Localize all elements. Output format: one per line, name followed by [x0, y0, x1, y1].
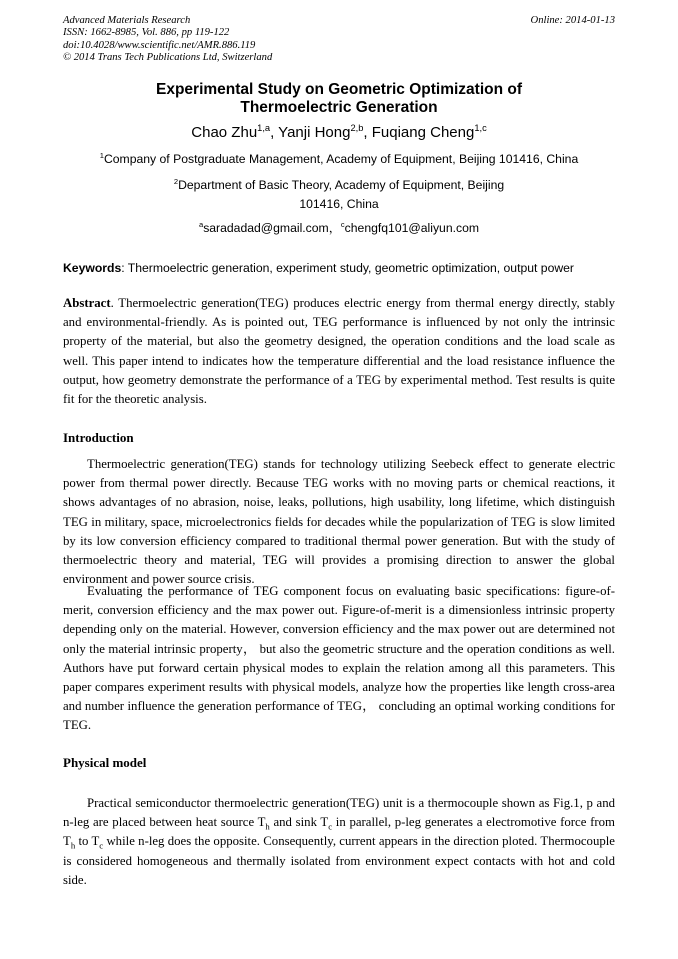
journal-name: Advanced Materials Research	[63, 15, 191, 26]
author-affiliation-mark: 2,b	[350, 123, 364, 133]
physical-model-paragraph-1	[63, 794, 615, 890]
introduction-paragraph-1: Thermoelectric generation(TEG) stands for technology utilizing Seebeck effect to generate electric power from thermal power directly. Because TEG works with no moving parts or chemical reactions, it shows advantages of no abrasion, noise, leaks, pollutions, high usability, long lifetime, which distinguish TEG in military, space, microelectronics fields for decades while the popularization of TEG is slow limited by its low conversion efficiency compared to traditional thermal power generation. But with the study of thermoelectric theory and material, TEG will provides a promising direction to answer the global environment and power source crisis.	[63, 457, 615, 587]
pm-text-d: to T	[75, 834, 100, 849]
pm-text-a: Practical semiconductor thermoelectric generation(TEG) unit is a thermocouple shown as Fig.1, p and n-leg are placed between heat source T	[63, 796, 615, 830]
title-line-1: Experimental Study on Geometric Optimization of	[155, 81, 523, 98]
online-date: Online: 2014-01-13	[530, 15, 615, 26]
pm-text-e: while n-leg does the opposite. Consequently, current appears in the direction ploted. Thermocouple is considered homogeneous and thermally isolated from environment expect contacts with hot and cold side.	[63, 834, 615, 887]
subscript-c: c	[328, 821, 333, 832]
introduction-heading: Introduction	[63, 430, 134, 445]
journal-header	[63, 15, 272, 65]
author-separator: ,	[363, 124, 372, 141]
physical-model-heading: Physical model	[63, 755, 147, 770]
author-emails	[63, 219, 615, 238]
journal-copyright: © 2014 Trans Tech Publications Ltd, Switzerland	[63, 52, 273, 64]
affiliation-1-mark: 1	[99, 150, 104, 160]
title-line-2: Thermoelectric Generation	[240, 99, 438, 116]
journal-doi: doi:10.4028/www.scientific.net/AMR.886.119	[63, 39, 256, 51]
journal-issn: ISSN: 1662-8985, Vol. 886, pp 119-122	[63, 27, 230, 39]
affiliation-1-text: Company of Postgraduate Management, Academy of Equipment, Beijing 101416, China	[103, 152, 579, 166]
abstract-label: Abstract	[63, 296, 111, 310]
author-list	[63, 124, 615, 142]
author-name: Fuqiang Cheng	[371, 124, 475, 141]
introduction-paragraph-2: Evaluating the performance of TEG component focus on evaluating basic specifications: figure-of-merit, conversion efficiency and the max power out. Figure-of-merit is a dimensionless intrinsic property depending only on the material. However, conversion efficiency and the max power out are determined not only the material intrinsic property， but also the geometric structure and the operation conditions as well. Authors have put forward certain physical modes to explain the relation among all this parameters. This paper compares experiment results with physical models, analyze how the properties like length cross-area and number influence the generation performance of TEG， concluding an optimal working conditions for TEG.	[63, 584, 615, 733]
affiliation-2	[63, 176, 615, 214]
keywords	[63, 260, 615, 276]
paper-title	[63, 81, 615, 117]
email-c[interactable]: chengfq101@aliyun.com	[344, 221, 480, 235]
affiliation-2-line-1: Department of Basic Theory, Academy of Equipment, Beijing	[178, 178, 505, 192]
abstract-text: . Thermoelectric generation(TEG) produces electric energy from thermal energy directly, stably and environmental-friendly. As is pointed out, TEG performance is influenced by not only the intrinsic property of the material, but also the geometry designed, the operation conditions and the load scale as well. This paper intend to indicates how the temperature differential and the load resistance influence the output, how geometry demonstrate the performance of a TEG by experimental method. Test results is quite fit for the theoretic analysis.	[63, 296, 615, 407]
affiliation-1	[63, 150, 615, 169]
pm-text-b: and sink T	[269, 815, 329, 830]
subscript-h: h	[265, 821, 270, 832]
email-a[interactable]: saradadad@gmail.com，	[203, 221, 341, 235]
subscript-h: h	[70, 840, 76, 851]
abstract	[63, 294, 615, 409]
author-affiliation-mark: 1,a	[257, 123, 271, 133]
author-separator: ,	[270, 124, 279, 141]
subscript-c: c	[99, 840, 104, 851]
affiliation-2-line-2: 101416, China	[299, 197, 379, 211]
author-name: Yanji Hong	[278, 124, 351, 141]
keywords-text: : Thermoelectric generation, experiment study, geometric optimization, output power	[121, 261, 574, 275]
keywords-label: Keywords	[63, 261, 122, 275]
email-c-mark: c	[340, 219, 345, 229]
affiliation-2-mark: 2	[173, 176, 179, 186]
pm-text-c: in parallel, p-leg generates a electromotive force from T	[63, 815, 615, 849]
author-name: Chao Zhu	[191, 124, 258, 141]
author-affiliation-mark: 1,c	[474, 123, 487, 133]
email-a-mark: a	[198, 219, 204, 229]
